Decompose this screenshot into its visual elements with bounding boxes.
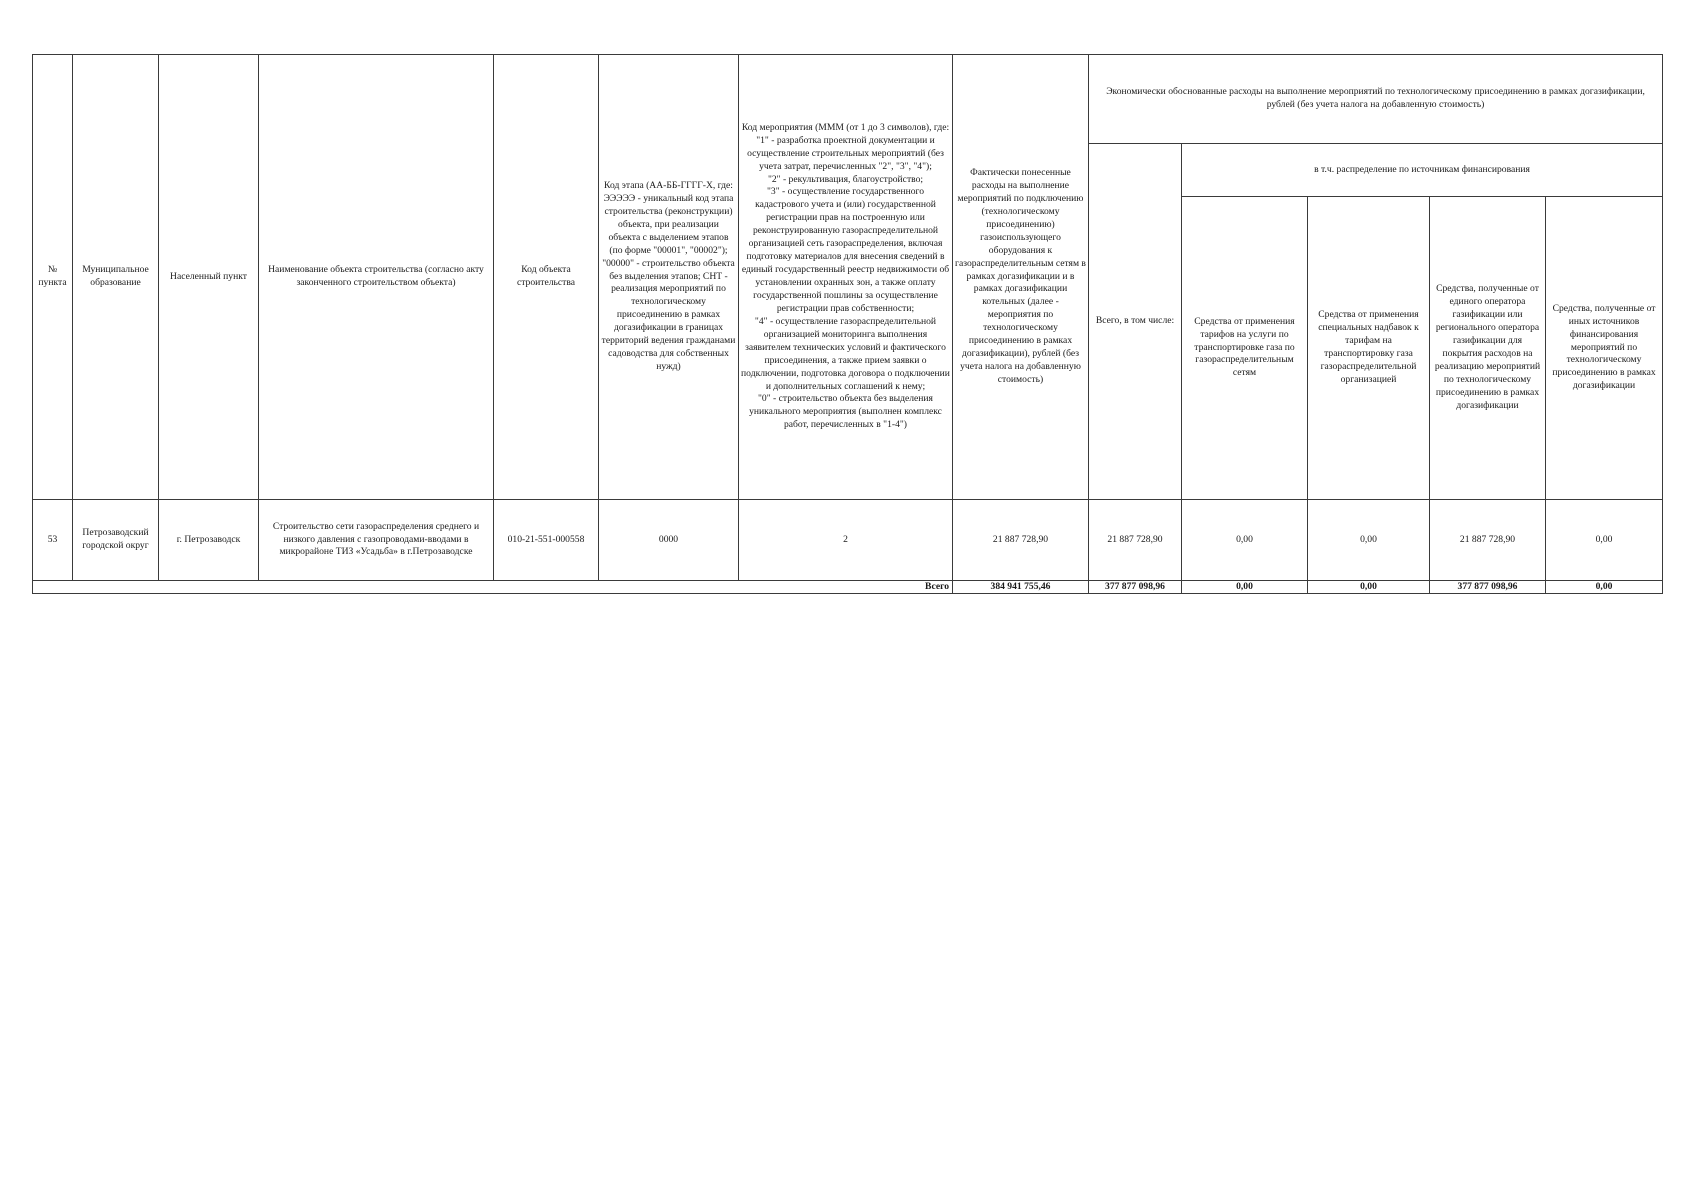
totals-src-tariffs: 0,00 xyxy=(1182,581,1308,594)
header-object-name: Наименование объекта строительства (согласно акту законченного строительством объекта) xyxy=(259,55,494,500)
table-row xyxy=(33,500,1663,581)
cell-object-code: 010-21-551-000558 xyxy=(494,500,599,581)
cell-municipality: Петрозаводский городской округ xyxy=(73,500,159,581)
header-src-operator: Средства, полученные от единого оператора газификации или регионального оператора газификации для покрытия расходов на реализацию мероприятий по технологическому присоединению в рамках догазификации xyxy=(1430,197,1546,500)
header-total-incl: Всего, в том числе: xyxy=(1089,144,1182,500)
cell-event-code: 2 xyxy=(739,500,953,581)
header-municipality: Муниципальное образование xyxy=(73,55,159,500)
header-event-code: Код мероприятия (МММ (от 1 до 3 символов), где: "1" - разработка проектной документации и осуществление строительных мероприятий (без учета затрат, перечисленных "2", "3", "4"); "2" - рекультивация, благоустройство; "3" - осуществление государственного кадастрового учета и (или) государственной регистрации прав на построенную или реконструированную газораспределительной организацией сеть газораспределения, включая подготовку материалов для внесения сведений в единый государственный реестр недвижимости об установлении охранных зон, а также оплату государственной пошлины за осуществление регистрации прав собственности; "4" - осуществление газораспределительной организацией мониторинга выполнения заявителем технических условий и фактического присоединения, а также прием заявки о подключении, подготовка договора о подключении и дополнительных соглашений к нему; "0" - строительство объекта без выделения уникального мероприятия (выполнен комплекс работ, перечисленных в "1-4") xyxy=(739,55,953,500)
cell-object-name: Строительство сети газораспределения среднего и низкого давления с газопроводами-вводами в микрорайоне ТИЗ «Усадьба» в г.Петрозаводске xyxy=(259,500,494,581)
header-econ-group: Экономически обоснованные расходы на выполнение мероприятий по технологическому присоединению в рамках догазификации, рублей (без учета налога на добавленную стоимость) xyxy=(1089,55,1663,144)
cell-src-tariffs: 0,00 xyxy=(1182,500,1308,581)
cell-num: 53 xyxy=(33,500,73,581)
totals-row xyxy=(33,581,1663,594)
cell-total: 21 887 728,90 xyxy=(1089,500,1182,581)
header-src-tariffs: Средства от применения тарифов на услуги по транспортировке газа по газораспределительным сетям xyxy=(1182,197,1308,500)
header-actual-costs: Фактически понесенные расходы на выполнение мероприятий по подключению (технологическому присоединению) газоиспользующего оборудования к газораспределительным сетям в рамках догазификации и в рамках догазификации котельных (далее - мероприятия по технологическому присоединению в рамках догазификации), рублей (без учета налога на добавленную стоимость) xyxy=(953,55,1089,500)
header-settlement: Населенный пункт xyxy=(159,55,259,500)
totals-actual-costs: 384 941 755,46 xyxy=(953,581,1089,594)
cell-src-operator: 21 887 728,90 xyxy=(1430,500,1546,581)
header-src-other: Средства, полученные от иных источников финансирования мероприятий по технологическому присоединению в рамках догазификации xyxy=(1546,197,1663,500)
totals-label: Всего xyxy=(33,581,953,594)
cell-settlement: г. Петрозаводск xyxy=(159,500,259,581)
totals-src-other: 0,00 xyxy=(1546,581,1663,594)
totals-src-operator: 377 877 098,96 xyxy=(1430,581,1546,594)
header-src-surcharges: Средства от применения специальных надбавок к тарифам на транспортировку газа газораспределительной организацией xyxy=(1308,197,1430,500)
header-sources-group: в т.ч. распределение по источникам финансирования xyxy=(1182,144,1663,197)
totals-src-surcharges: 0,00 xyxy=(1308,581,1430,594)
totals-total: 377 877 098,96 xyxy=(1089,581,1182,594)
cell-stage-code: 0000 xyxy=(599,500,739,581)
header-num: № пункта xyxy=(33,55,73,500)
cell-actual-costs: 21 887 728,90 xyxy=(953,500,1089,581)
cell-src-other: 0,00 xyxy=(1546,500,1663,581)
header-stage-code: Код этапа (АА-ББ-ГГГГ-Х, где: ЭЭЭЭЭ - уникальный код этапа строительства (реконструкции) объекта, при реализации объекта с выделением этапов (по форме "00001", "00002"); "00000" - строительство объекта без выделения этапов; СНТ - реализация мероприятий по технологическому присоединению в рамках догазификации в границах территорий ведения гражданами садоводства для собственных нужд) xyxy=(599,55,739,500)
header-row-1 xyxy=(33,55,1663,144)
header-object-code: Код объекта строительства xyxy=(494,55,599,500)
cell-src-surcharges: 0,00 xyxy=(1308,500,1430,581)
doczification-cost-table xyxy=(32,54,1663,594)
